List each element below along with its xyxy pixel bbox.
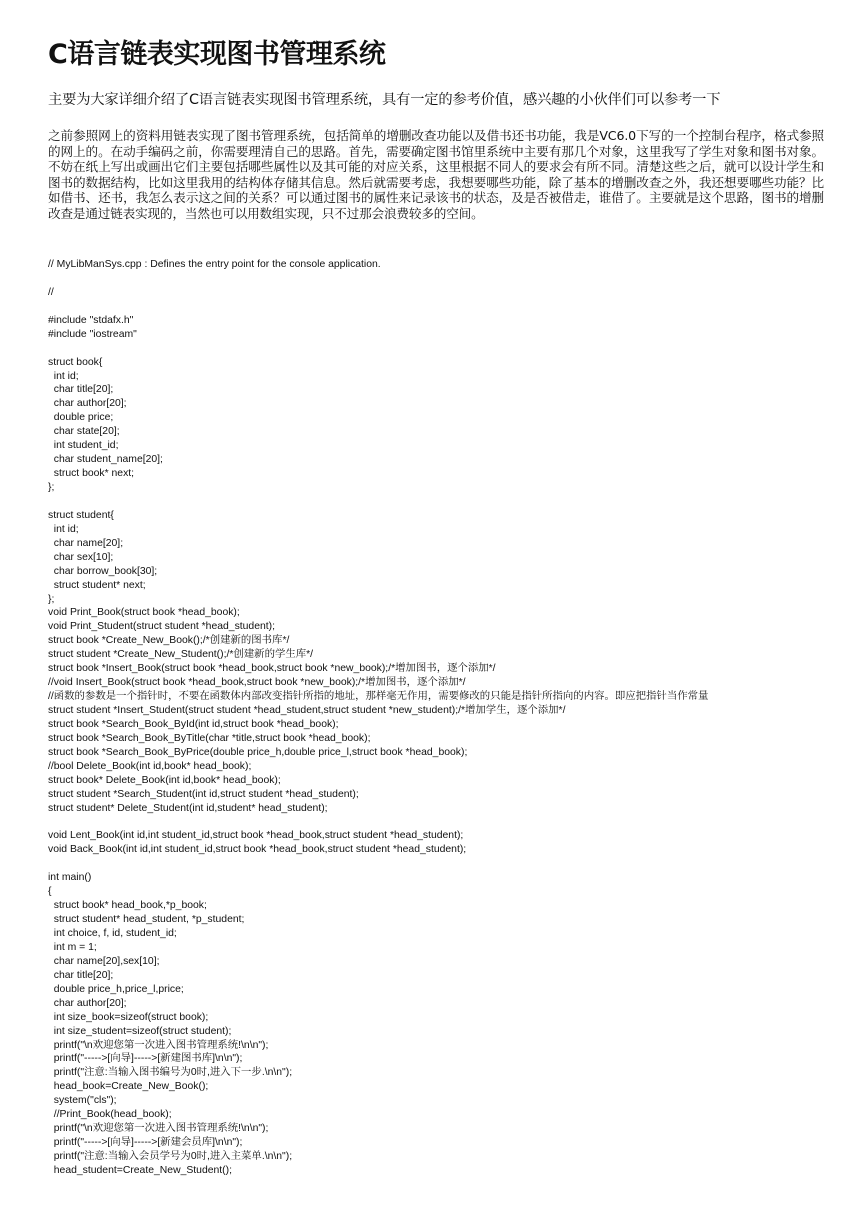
- code-line: struct book* head_book,*p_book;: [48, 900, 207, 912]
- code-line: int size_student=sizeof(struct student);: [48, 1025, 232, 1037]
- code-line: double price;: [48, 412, 114, 424]
- code-line: struct student *Create_New_Student();/*创建新的学生库*/: [48, 649, 314, 661]
- code-line: head_book=Create_New_Book();: [48, 1081, 209, 1093]
- code-line: struct student* Delete_Student(int id,student* head_student);: [48, 802, 328, 814]
- code-line: int m = 1;: [48, 941, 97, 953]
- code-line: //函数的参数是一个指针时，不要在函数体内部改变指针所指的地址，那样毫无作用，需要修改的只能是指针所指向的内容。即应把指针当作常量: [48, 691, 709, 703]
- code-line: char author[20];: [48, 398, 127, 410]
- code-line: char name[20],sex[10];: [48, 955, 160, 967]
- code-line: struct student{: [48, 509, 114, 521]
- page-title: C语言链表实现图书管理系统: [48, 39, 386, 70]
- code-line: [48, 816, 708, 830]
- code-line: //bool Delete_Book(int id,book* head_book);: [48, 760, 252, 772]
- code-line: int student_id;: [48, 440, 119, 452]
- code-line: struct student *Insert_Student(struct student *head_student,struct student *new_student);/*增加学生，逐个添加*/: [48, 705, 566, 716]
- code-line: void Lent_Book(int id,int student_id,struct book *head_book,struct student *head_student);: [48, 830, 464, 842]
- code-line: struct book *Search_Book_ByTitle(char *title,struct book *head_book);: [48, 732, 371, 744]
- code-line: int size_book=sizeof(struct book);: [48, 1011, 209, 1023]
- code-line: struct student* head_student, *p_student;: [48, 914, 245, 926]
- code-line: int id;: [48, 370, 79, 382]
- code-line: struct book *Search_Book_ById(int id,struct book *head_book);: [48, 718, 339, 730]
- article-subtitle: 主要为大家详细介绍了C语言链表实现图书管理系统，具有一定的参考价值，感兴趣的小伙伴们可以参考一下: [48, 92, 721, 108]
- code-line: head_student=Create_New_Student();: [48, 1164, 232, 1176]
- code-line: //void Insert_Book(struct book *head_book,struct book *new_book);/*增加图书，逐个添加*/: [48, 677, 466, 689]
- code-line: printf("注意:当输入会员学号为0时,进入主菜单.\n\n");: [48, 1151, 293, 1162]
- article-intro: 之前参照网上的资料用链表实现了图书管理系统，包括简单的增删改查功能以及借书还书功能，我是VC6.0下写的一个控制台程序，格式参照的网上的。在动手编码之前，你需要理清自己的思路。首先，需要确定图书馆里系统中主要有那几个对象，这里我写了学生对象和图书对象。不妨在纸上写出或画出它们主要包括哪些属性以及其可能的对应关系，这里根据不同人的要求会有所不同。清楚这些之后，就可以设计学生和图书的数据结构，比如这里我用的结构体存储其信息。然后就需要考虑，我想要哪些功能，除了基本的增删改查之外，我还想要哪些功能？比如借书、还书，我怎么表示这之间的关系？可以通过图书的属性来记录该书的状态，及是否被借走，谁借了。主要就是这个思路，图书的增删改查是通过链表实现的，当然也可以用数组实现，只不过那会浪费较多的空间。: [48, 128, 824, 221]
- code-line: [48, 495, 708, 509]
- code-line: char title[20];: [48, 969, 114, 981]
- code-line: int choice, f, id, student_id;: [48, 928, 177, 939]
- code-line: printf("注意:当输入图书编号为0时,进入下一步.\n\n");: [48, 1067, 293, 1079]
- code-line: struct book *Create_New_Book();/*创建新的图书库*/: [48, 635, 290, 647]
- code-line: printf("----->[向导]----->[新建图书库]\n\n");: [48, 1053, 243, 1065]
- article: [48, 36, 824, 1176]
- code-line: char sex[10];: [48, 551, 114, 563]
- code-line: double price_h,price_l,price;: [48, 983, 184, 995]
- code-line: //: [48, 286, 54, 298]
- code-line: char borrow_book[30];: [48, 565, 158, 577]
- code-line: [48, 857, 708, 871]
- code-block: [48, 258, 708, 1178]
- code-line: struct book *Search_Book_ByPrice(double price_h,double price_l,struct book *head_book);: [48, 746, 468, 758]
- code-line: [48, 342, 708, 356]
- code-line: struct book *Insert_Book(struct book *head_book,struct book *new_book);/*增加图书，逐个添加*/: [48, 663, 496, 675]
- code-line: void Print_Student(struct student *head_student);: [48, 621, 276, 633]
- code-line: struct student* next;: [48, 579, 146, 591]
- code-line: char student_name[20];: [48, 454, 163, 466]
- code-line: struct book{: [48, 356, 103, 368]
- code-line: struct book* Delete_Book(int id,book* head_book);: [48, 774, 281, 786]
- code-line: system("cls");: [48, 1095, 117, 1107]
- code-line: void Print_Book(struct book *head_book);: [48, 607, 240, 619]
- code-line: [48, 300, 708, 314]
- code-line: int main(): [48, 872, 92, 884]
- code-line: struct book* next;: [48, 468, 135, 480]
- code-line: printf("\n欢迎您第一次进入图书管理系统!\n\n");: [48, 1039, 269, 1051]
- code-line: };: [48, 482, 55, 493]
- code-line: char title[20];: [48, 384, 114, 396]
- code-line: // MyLibManSys.cpp : Defines the entry point for the console application.: [48, 259, 381, 270]
- code-line: //Print_Book(head_book);: [48, 1109, 172, 1121]
- code-line: [48, 272, 708, 286]
- code-line: #include "stdafx.h": [48, 314, 134, 326]
- code-line: void Back_Book(int id,int student_id,struct book *head_book,struct student *head_student);: [48, 844, 467, 856]
- code-line: };: [48, 593, 55, 605]
- code-line: struct student *Search_Student(int id,struct student *head_student);: [48, 788, 359, 800]
- code-line: {: [48, 886, 52, 898]
- code-line: #include "iostream": [48, 328, 137, 340]
- code-line: char name[20];: [48, 537, 124, 549]
- code-line: char author[20];: [48, 997, 127, 1009]
- code-line: char state[20];: [48, 426, 120, 438]
- code-line: printf("----->[向导]----->[新建会员库]\n\n");: [48, 1137, 243, 1149]
- code-line: int id;: [48, 523, 79, 535]
- code-line: printf("\n欢迎您第一次进入图书管理系统!\n\n");: [48, 1123, 269, 1135]
